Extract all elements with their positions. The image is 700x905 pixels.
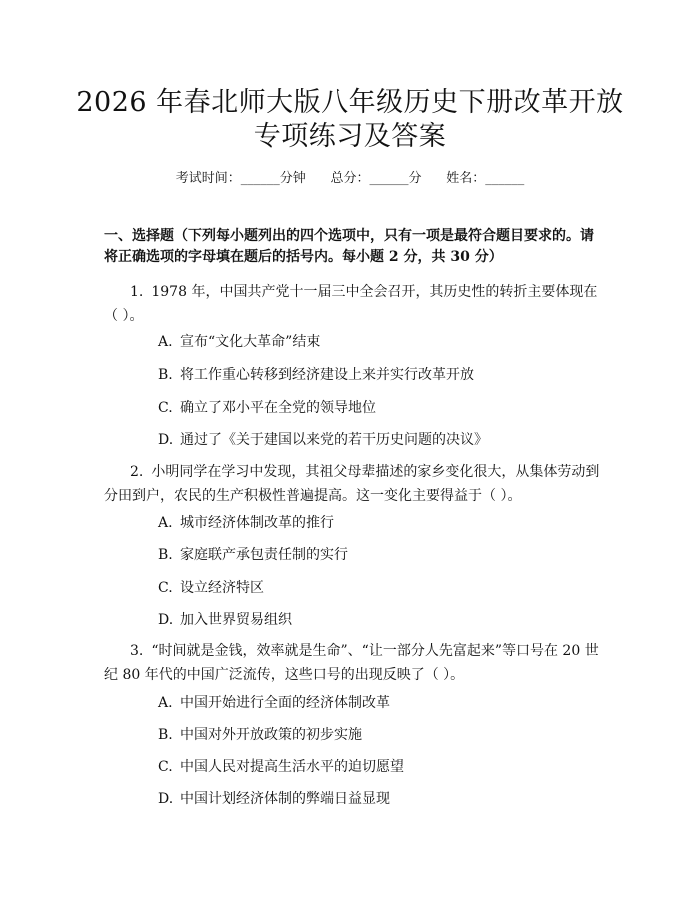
option-letter: A.	[158, 695, 173, 711]
question-stem: 小明同学在学习中发现，其祖父母辈描述的家乡变化很大，从集体劳动到分田到户，农民的生产积极性普遍提高。这一变化主要得益于（ ）。	[104, 464, 600, 504]
option-text: 家庭联产承包责任制的实行	[180, 547, 348, 563]
option-text: 中国开始进行全面的经济体制改革	[180, 695, 390, 711]
option-3a	[158, 694, 598, 712]
option-3c	[158, 758, 598, 776]
option-2d	[158, 611, 598, 629]
option-3b	[158, 726, 598, 744]
option-text: 将工作重心转移到经济建设上来并实行改革开放	[180, 367, 474, 383]
question-number: 3.	[130, 643, 144, 659]
question-stem: 1978 年，中国共产党十一届三中全会召开，其历史性的转折主要体现在（ ）。	[104, 284, 598, 324]
question-3	[104, 639, 604, 687]
option-letter: B.	[158, 727, 173, 743]
option-letter: D.	[158, 612, 174, 628]
option-letter: C.	[158, 580, 173, 596]
question-2	[104, 460, 604, 508]
option-text: 城市经济体制改革的推行	[180, 515, 334, 531]
question-number: 1.	[130, 284, 144, 300]
option-letter: A.	[158, 334, 173, 350]
option-text: 设立经济特区	[180, 580, 264, 596]
option-letter: B.	[158, 367, 173, 383]
question-stem: “时间就是金钱，效率就是生命”、“让一部分人先富起来”等口号在 20 世纪 80 年代的中国广泛流传，这些口号的出现反映了（ ）。	[104, 643, 599, 683]
option-3d	[158, 790, 598, 808]
option-letter: C.	[158, 759, 173, 775]
option-text: 中国计划经济体制的弊端日益显现	[180, 791, 390, 807]
option-2c	[158, 579, 598, 597]
question-1	[104, 280, 604, 328]
option-letter: A.	[158, 515, 173, 531]
option-letter: D.	[158, 791, 174, 807]
option-text: 确立了邓小平在全党的领导地位	[180, 400, 376, 416]
option-1b	[158, 366, 598, 384]
option-text: 中国人民对提高生活水平的迫切愿望	[180, 759, 404, 775]
option-2a	[158, 514, 598, 532]
option-text: 加入世界贸易组织	[180, 612, 292, 628]
document-title-line-2: 专项练习及答案	[253, 121, 447, 152]
option-letter: B.	[158, 547, 173, 563]
option-1a	[158, 333, 598, 351]
option-1d	[158, 431, 598, 449]
question-number: 2.	[130, 464, 144, 480]
option-1c	[158, 399, 598, 417]
section-heading: 一、选择题（下列每小题列出的四个选项中，只有一项是最符合题目要求的。请将正确选项的字母填在题后的括号内。每小题 2 分，共 30 分）	[104, 228, 594, 265]
exam-info-line: 考试时间：______分钟 总分：______分 姓名：______	[175, 171, 525, 186]
option-text: 通过了《关于建国以来党的若干历史问题的决议》	[180, 432, 488, 448]
option-2b	[158, 546, 598, 564]
option-letter: C.	[158, 400, 173, 416]
option-text: 中国对外开放政策的初步实施	[180, 727, 362, 743]
option-text: 宣布“文化大革命”结束	[180, 334, 321, 350]
document-title-line-1: 2026 年春北师大版八年级历史下册改革开放	[76, 87, 624, 118]
option-letter: D.	[158, 432, 174, 448]
